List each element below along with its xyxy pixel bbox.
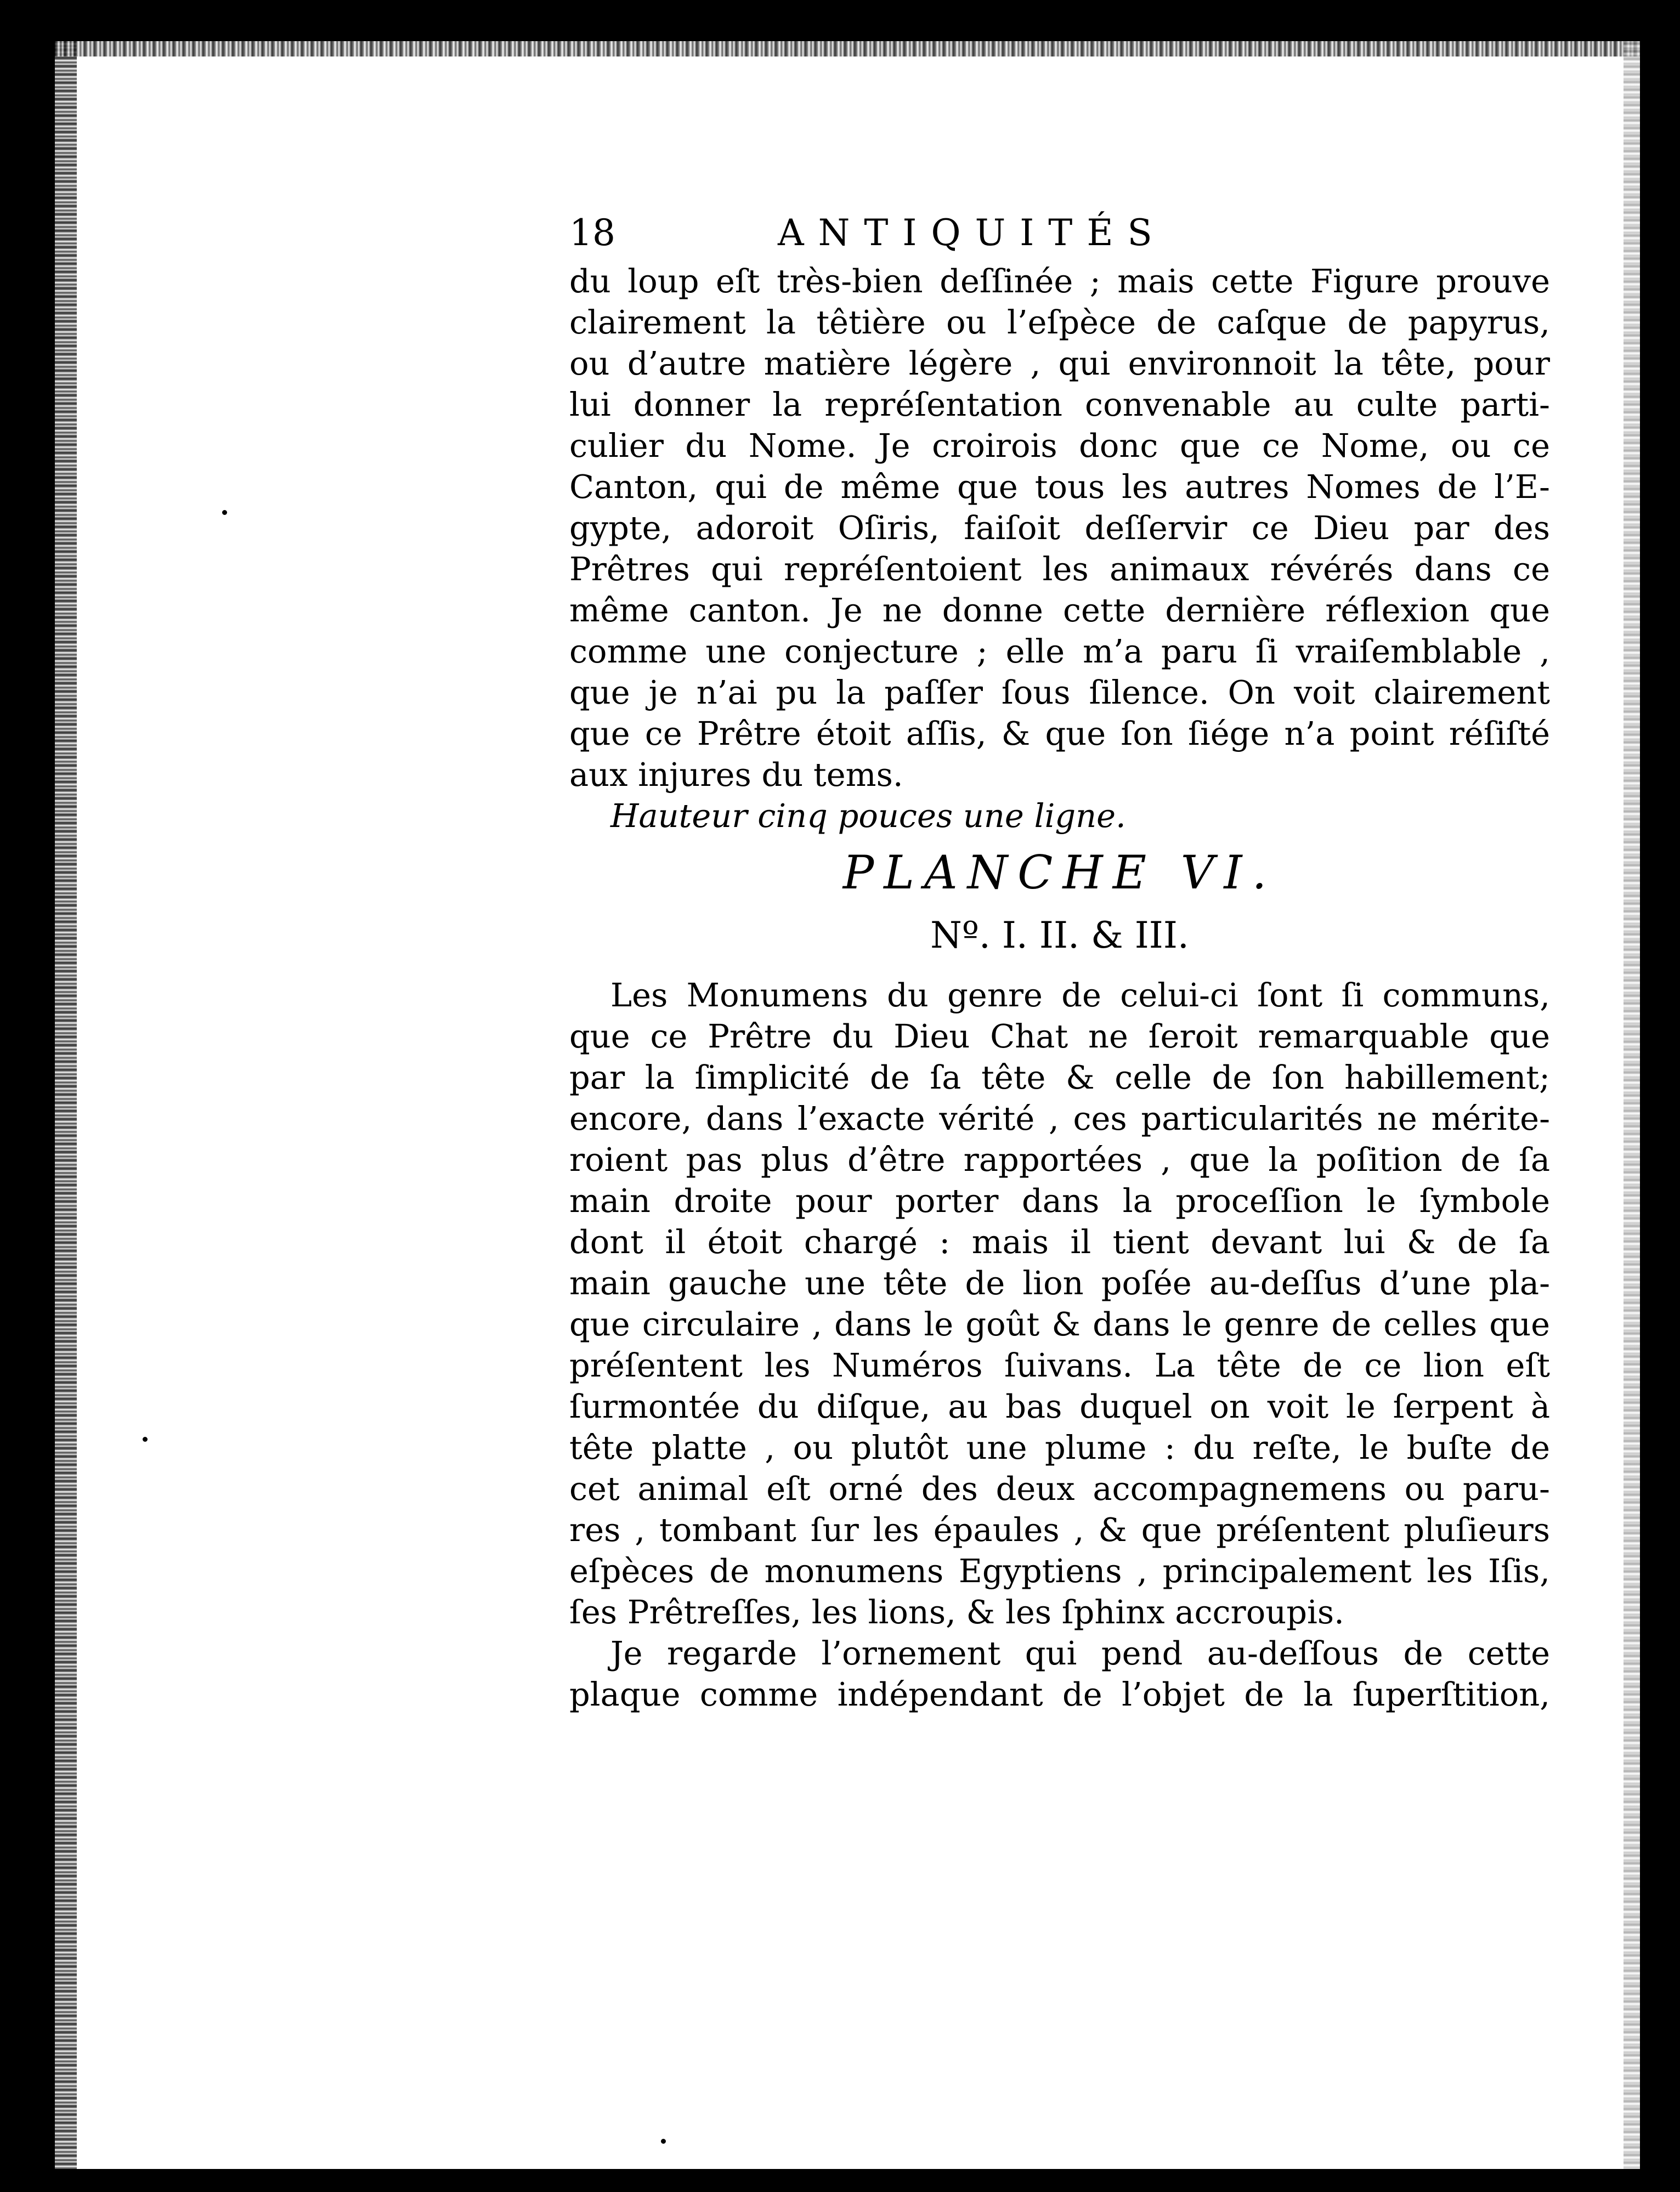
text-line: encore, dans l’exacte vérité , ces particularités ne mérite- xyxy=(569,1100,1550,1137)
scan-edge-top xyxy=(55,41,1640,56)
text-line: ſurmontée du diſque, au bas duquel on voit le ſerpent à xyxy=(569,1387,1550,1425)
text-line: ſes Prêtreſſes, les lions, & les ſphinx accroupis. xyxy=(569,1593,1344,1631)
dimension-note: Hauteur cinq pouces une ligne. xyxy=(610,797,1126,835)
text-line: plaque comme indépendant de l’objet de la ſuperſtition, xyxy=(569,1675,1550,1713)
scan-edge-left xyxy=(55,41,77,2169)
text-line: par la ſimplicité de ſa tête & celle de ſon habillement; xyxy=(569,1058,1550,1096)
text-line: comme une conjecture ; elle m’a paru ſi vraiſemblable , xyxy=(569,632,1550,670)
text-line: que ce Prêtre du Dieu Chat ne ſeroit remarquable que xyxy=(569,1017,1550,1055)
page-number: 18 xyxy=(569,212,615,254)
plate-title: PLANCHE VI. xyxy=(842,846,1277,899)
text-line: préſentent les Numéros ſuivans. La tête de ce lion eſt xyxy=(569,1346,1550,1384)
text-line: cet animal eſt orné des deux accompagnemens ou paru- xyxy=(569,1470,1550,1508)
text-line: que je n’ai pu la paſſer ſous ſilence. On voit clairement xyxy=(569,673,1550,711)
text-line: eſpèces de monumens Egyptiens , principalement les Iſis, xyxy=(569,1552,1550,1590)
ink-speck xyxy=(222,510,227,515)
ink-speck xyxy=(143,1437,148,1442)
text-line: même canton. Je ne donne cette dernière réflexion que xyxy=(569,591,1550,629)
text-line: main gauche une tête de lion poſée au-deſſus d’une pla- xyxy=(569,1264,1550,1302)
text-line: Les Monumens du genre de celui-ci ſont ſi communs, xyxy=(610,976,1550,1014)
paragraph xyxy=(569,1633,1550,1715)
text-line: main droite pour porter dans la proceſſion le ſymbole xyxy=(569,1182,1550,1220)
text-block xyxy=(569,206,1550,1715)
paragraph xyxy=(569,975,1550,1633)
text-line: clairement la têtière ou l’eſpèce de caſque de papyrus, xyxy=(569,303,1550,341)
text-line: Prêtres qui repréſentoient les animaux révérés dans ce xyxy=(569,550,1550,588)
ink-speck xyxy=(661,2139,666,2144)
text-line: du loup eſt très-bien deſſinée ; mais cette Figure prouve xyxy=(569,262,1550,300)
paragraph-continued xyxy=(569,260,1550,795)
text-line: tête platte , ou plutôt une plume : du reſte, le buſte de xyxy=(569,1429,1550,1466)
book-page xyxy=(55,41,1640,2169)
text-line: culier du Nome. Je croirois donc que ce Nome, ou ce xyxy=(569,427,1550,465)
text-line: dont il étoit chargé : mais il tient devant lui & de ſa xyxy=(569,1223,1550,1261)
text-line: Canton, qui de même que tous les autres Nomes de l’E- xyxy=(569,468,1550,506)
running-head xyxy=(569,206,1550,260)
text-line: res , tombant ſur les épaules , & que préſentent pluſieurs xyxy=(569,1511,1550,1549)
scan-edge-right xyxy=(1624,41,1640,2169)
text-line: lui donner la repréſentation convenable au culte parti- xyxy=(569,386,1550,423)
text-line: gypte, adoroit Oſiris, faiſoit deſſervir ce Dieu par des xyxy=(569,509,1550,547)
running-title: ANTIQUITÉS xyxy=(778,212,1167,254)
text-line: que circulaire , dans le goût & dans le genre de celles que xyxy=(569,1305,1550,1343)
plate-numbers: Nº. I. II. & III. xyxy=(930,914,1189,956)
text-line: Je regarde l’ornement qui pend au-deſſous de cette xyxy=(610,1634,1550,1672)
text-line: roient pas plus d’être rapportées , que la poſition de ſa xyxy=(569,1141,1550,1179)
text-line: ou d’autre matière légère , qui environnoit la tête, pour xyxy=(569,344,1550,382)
text-line: que ce Prêtre étoit aſſis, & que ſon ſiége n’a point réſiſté xyxy=(569,715,1550,752)
text-line: aux injures du tems. xyxy=(569,756,903,794)
